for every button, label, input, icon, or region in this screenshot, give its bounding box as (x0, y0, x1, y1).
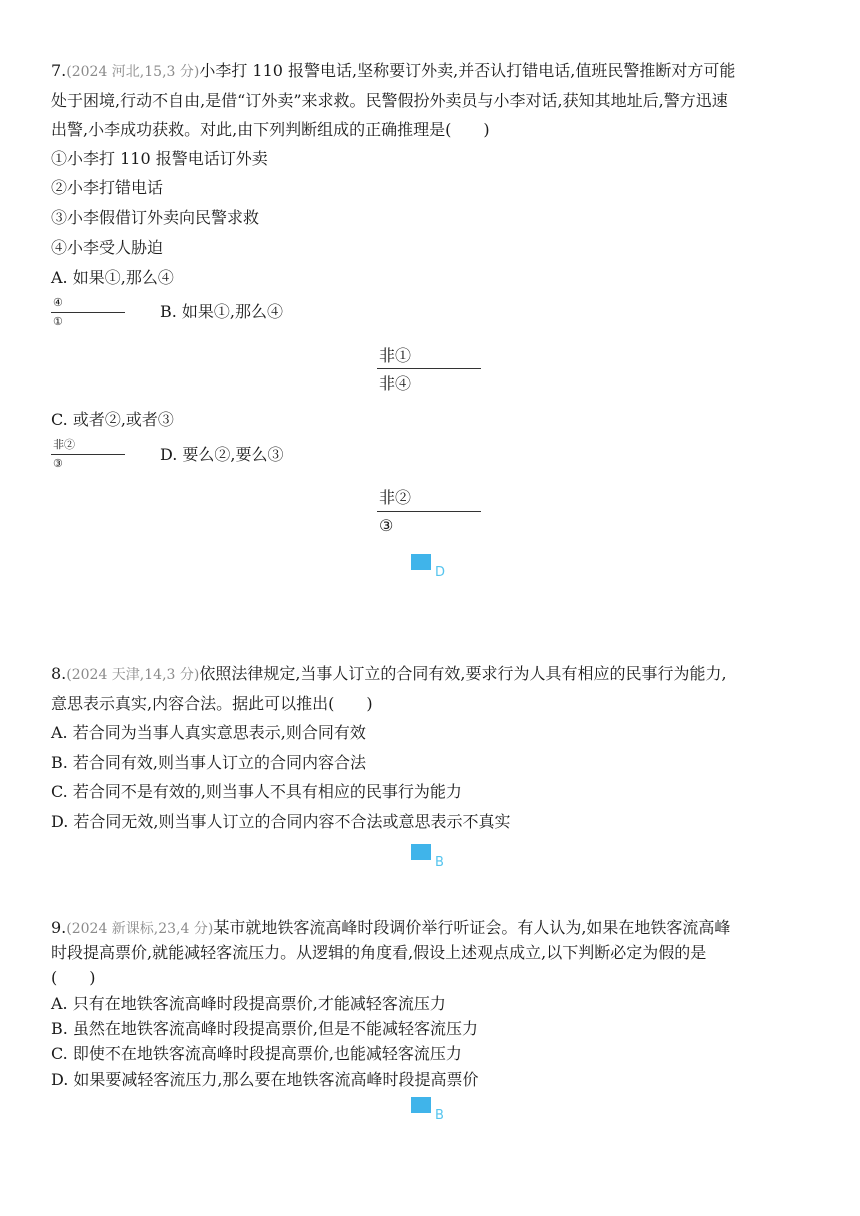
q7-stem-text1: 小李打 110 报警电话,坚称要订外卖,并否认打错电话,值班民警推断对方可能 (199, 61, 736, 80)
q7-stem-line3: 出警,小李成功获救。对此,由下列判断组成的正确推理是( ) (51, 120, 490, 139)
q7-source: (2024 河北,15,3 分) (66, 64, 200, 80)
q7-option-c-divider (51, 454, 125, 455)
q9-stem-line3: ( ) (51, 968, 96, 987)
q9-answer-letter: B (435, 1108, 444, 1123)
q9-stem-line1 (51, 918, 730, 939)
q7-option-d-conclusion: ③ (379, 516, 394, 535)
q9-option-b: B. 虽然在地铁客流高峰时段提高票价,但是不能减轻客流压力 (51, 1019, 479, 1038)
q9-answer-marker (411, 1097, 431, 1113)
q7-item-2: ②小李打错电话 (51, 178, 164, 197)
q9-stem-line2: 时段提高票价,就能减轻客流压力。从逻辑的角度看,假设上述观点成立,以下判断必定为假的是 (51, 943, 707, 962)
q7-option-b-conclusion: 非④ (379, 374, 412, 393)
q9-number: 9. (51, 918, 67, 937)
q9-stem-text1: 某市就地铁客流高峰时段调价举行听证会。有人认为,如果在地铁客流高峰 (213, 918, 731, 937)
q7-stem-line2: 处于困境,行动不自由,是借“订外卖”来求救。民警假扮外卖员与小李对话,获知其地址后,警方迅速 (51, 91, 728, 110)
q9-option-d: D. 如果要减轻客流压力,那么要在地铁客流高峰时段提高票价 (51, 1070, 479, 1089)
q8-option-b: B. 若合同有效,则当事人订立的合同内容合法 (51, 753, 367, 772)
q7-option-d-divider (377, 511, 481, 512)
q7-option-a-premise: ④ (53, 296, 63, 309)
q8-stem-line2: 意思表示真实,内容合法。据此可以推出( ) (51, 694, 373, 713)
q7-option-d: D. 要么②,要么③ (160, 445, 284, 464)
q7-option-c: C. 或者②,或者③ (51, 410, 174, 429)
q7-stem-line1 (51, 61, 735, 82)
q9-option-c: C. 即使不在地铁客流高峰时段提高票价,也能减轻客流压力 (51, 1044, 462, 1063)
q7-option-c-conclusion: ③ (53, 457, 63, 470)
q7-answer-letter: D (435, 565, 446, 580)
q7-number: 7. (51, 61, 67, 80)
q7-option-b-premise: 非① (379, 346, 412, 365)
q7-option-b-divider (377, 368, 481, 369)
q7-item-3: ③小李假借订外卖向民警求救 (51, 208, 260, 227)
q9-source: (2024 新课标,23,4 分) (66, 921, 214, 937)
q8-option-c: C. 若合同不是有效的,则当事人不具有相应的民事行为能力 (51, 782, 462, 801)
q8-answer-marker (411, 844, 431, 860)
q8-option-d: D. 若合同无效,则当事人订立的合同内容不合法或意思表示不真实 (51, 812, 511, 831)
q7-option-a-divider (51, 312, 125, 313)
q7-answer-marker (411, 554, 431, 570)
q8-source: (2024 天津,14,3 分) (66, 667, 200, 683)
q7-option-a: A. 如果①,那么④ (51, 268, 174, 287)
q8-option-a: A. 若合同为当事人真实意思表示,则合同有效 (51, 723, 366, 742)
q8-answer-letter: B (435, 855, 444, 870)
q9-option-a: A. 只有在地铁客流高峰时段提高票价,才能减轻客流压力 (51, 994, 446, 1013)
q8-stem-text1: 依照法律规定,当事人订立的合同有效,要求行为人具有相应的民事行为能力, (199, 664, 727, 683)
q8-stem-line1 (51, 664, 727, 685)
q7-option-a-conclusion: ① (53, 315, 63, 328)
q7-item-4: ④小李受人胁迫 (51, 238, 164, 257)
q7-item-1: ①小李打 110 报警电话订外卖 (51, 149, 268, 168)
q7-option-c-premise: 非② (53, 438, 75, 451)
q7-option-d-premise: 非② (379, 488, 412, 507)
q7-option-b: B. 如果①,那么④ (160, 302, 284, 321)
q8-number: 8. (51, 664, 67, 683)
